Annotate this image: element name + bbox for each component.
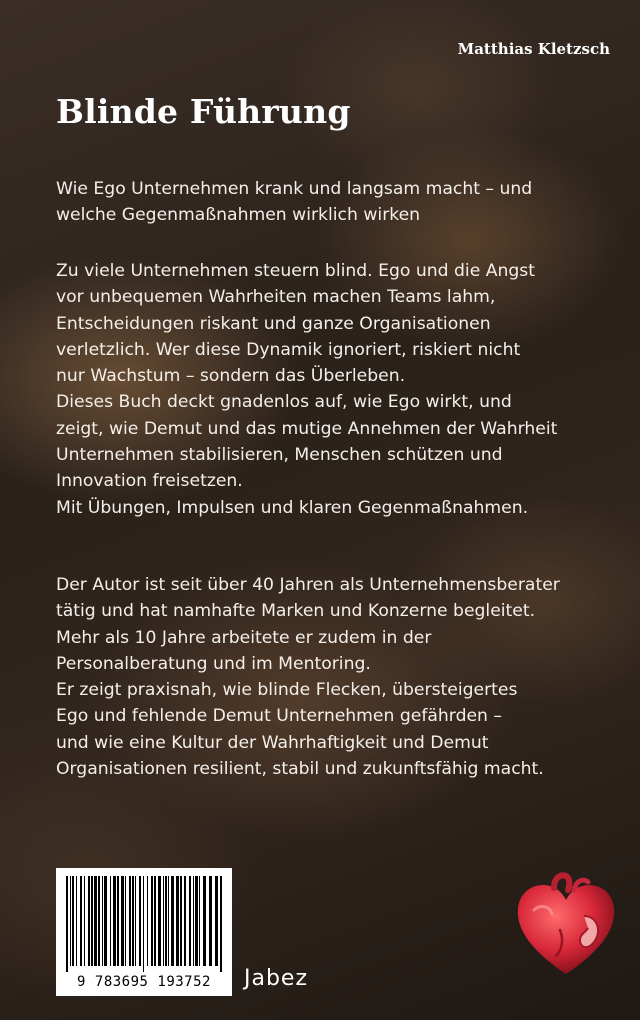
- bio-line: Er zeigt praxisnah, wie blinde Flecken, übersteigertes: [56, 680, 518, 701]
- bio-line: Der Autor ist seit über 40 Jahren als Unternehmensberater: [56, 575, 560, 595]
- author-name: Matthias Kletzsch: [457, 40, 610, 58]
- blurb-line: Mit Übungen, Impulsen und klaren Gegenmaßnahmen.: [56, 497, 529, 518]
- isbn-barcode: [56, 868, 232, 996]
- subtitle-line: Wie Ego Unternehmen krank und langsam macht – und: [56, 179, 533, 199]
- heart-logo-icon: [510, 870, 622, 982]
- isbn-number: 9 783695 193752: [77, 974, 211, 990]
- blurb-line: Dieses Buch deckt gnadenlos auf, wie Ego wirkt, und: [56, 392, 512, 413]
- barcode-icon: [64, 876, 224, 972]
- subtitle-line: welche Gegenmaßnahmen wirklich wirken: [56, 205, 421, 226]
- blurb-line: vor unbequemen Wahrheiten machen Teams lahm,: [56, 287, 496, 308]
- blurb-line: Innovation freisetzen.: [56, 471, 243, 492]
- book-subtitle: [56, 176, 616, 229]
- blurb-line: Entscheidungen riskant und ganze Organisationen: [56, 313, 491, 334]
- bio-line: Personalberatung und im Mentoring.: [56, 653, 371, 674]
- book-title: Blinde Führung: [56, 92, 351, 131]
- blurb-line: verletzlich. Wer diese Dynamik ignoriert, riskiert nicht: [56, 339, 521, 360]
- book-blurb: [56, 258, 616, 521]
- blurb-line: nur Wachstum – sondern das Überleben.: [56, 366, 406, 387]
- publisher-name: Jabez: [244, 966, 309, 991]
- blurb-line: Zu viele Unternehmen steuern blind. Ego und die Angst: [56, 261, 535, 281]
- blurb-line: Unternehmen stabilisieren, Menschen schützen und: [56, 445, 503, 466]
- bio-line: Ego und fehlende Demut Unternehmen gefährden –: [56, 706, 503, 727]
- author-bio: [56, 572, 616, 782]
- blurb-line: zeigt, wie Demut und das mutige Annehmen der Wahrheit: [56, 418, 558, 439]
- bio-line: und wie eine Kultur der Wahrhaftigkeit und Demut: [56, 732, 489, 753]
- bio-line: tätig und hat namhafte Marken und Konzerne begleitet.: [56, 601, 536, 622]
- bio-line: Organisationen resilient, stabil und zukunftsfähig macht.: [56, 759, 544, 780]
- bio-line: Mehr als 10 Jahre arbeitete er zudem in der: [56, 627, 432, 648]
